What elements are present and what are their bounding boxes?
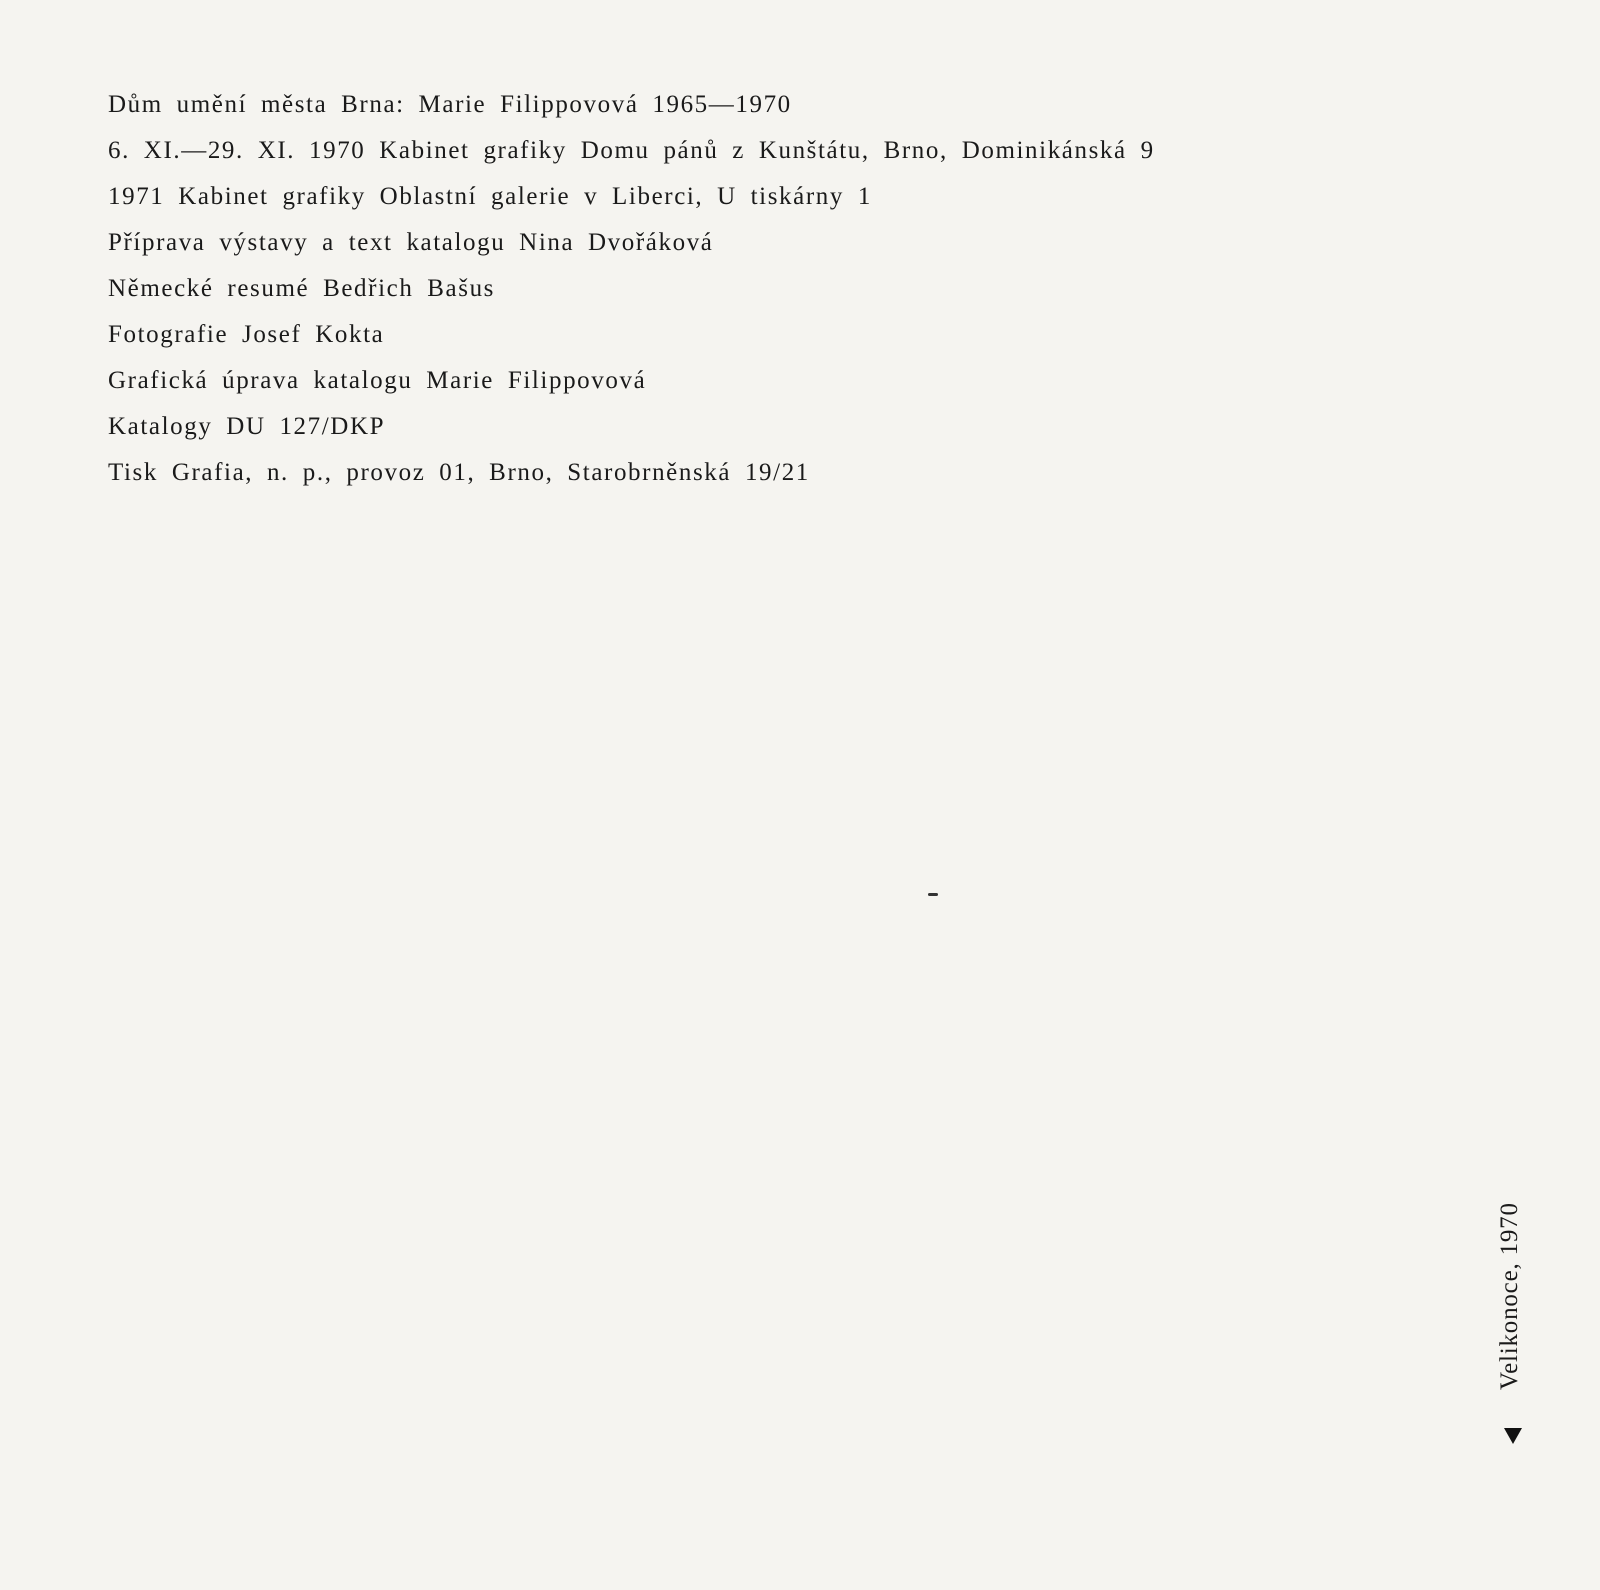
colophon-line-resume: Německé resumé Bedřich Bašus [108,275,495,302]
colophon [108,82,1155,496]
colophon-line-printer: Tisk Grafia, n. p., provoz 01, Brno, Starobrněnská 19/21 [108,459,810,486]
image-caption [1486,1170,1536,1450]
print-speck [928,893,938,896]
colophon-line-photography: Fotografie Josef Kokta [108,321,385,348]
colophon-line-exhibition-liberec: 1971 Kabinet grafiky Oblastní galerie v Liberci, U tiskárny 1 [108,183,872,210]
caption-text: Velikonoce, 1970 [1496,1202,1523,1390]
triangle-down-icon [1504,1428,1522,1444]
colophon-line-catalog-number: Katalogy DU 127/DKP [108,413,386,440]
colophon-line-design: Grafická úprava katalogu Marie Filippovová [108,367,647,394]
colophon-line-exhibition-brno: 6. XI.—29. XI. 1970 Kabinet grafiky Domu pánů z Kunštátu, Brno, Dominikánská 9 [108,137,1155,164]
colophon-line-venue: Dům umění města Brna: Marie Filippovová 1965—1970 [108,91,792,118]
colophon-line-preparation: Příprava výstavy a text katalogu Nina Dvořáková [108,229,714,256]
